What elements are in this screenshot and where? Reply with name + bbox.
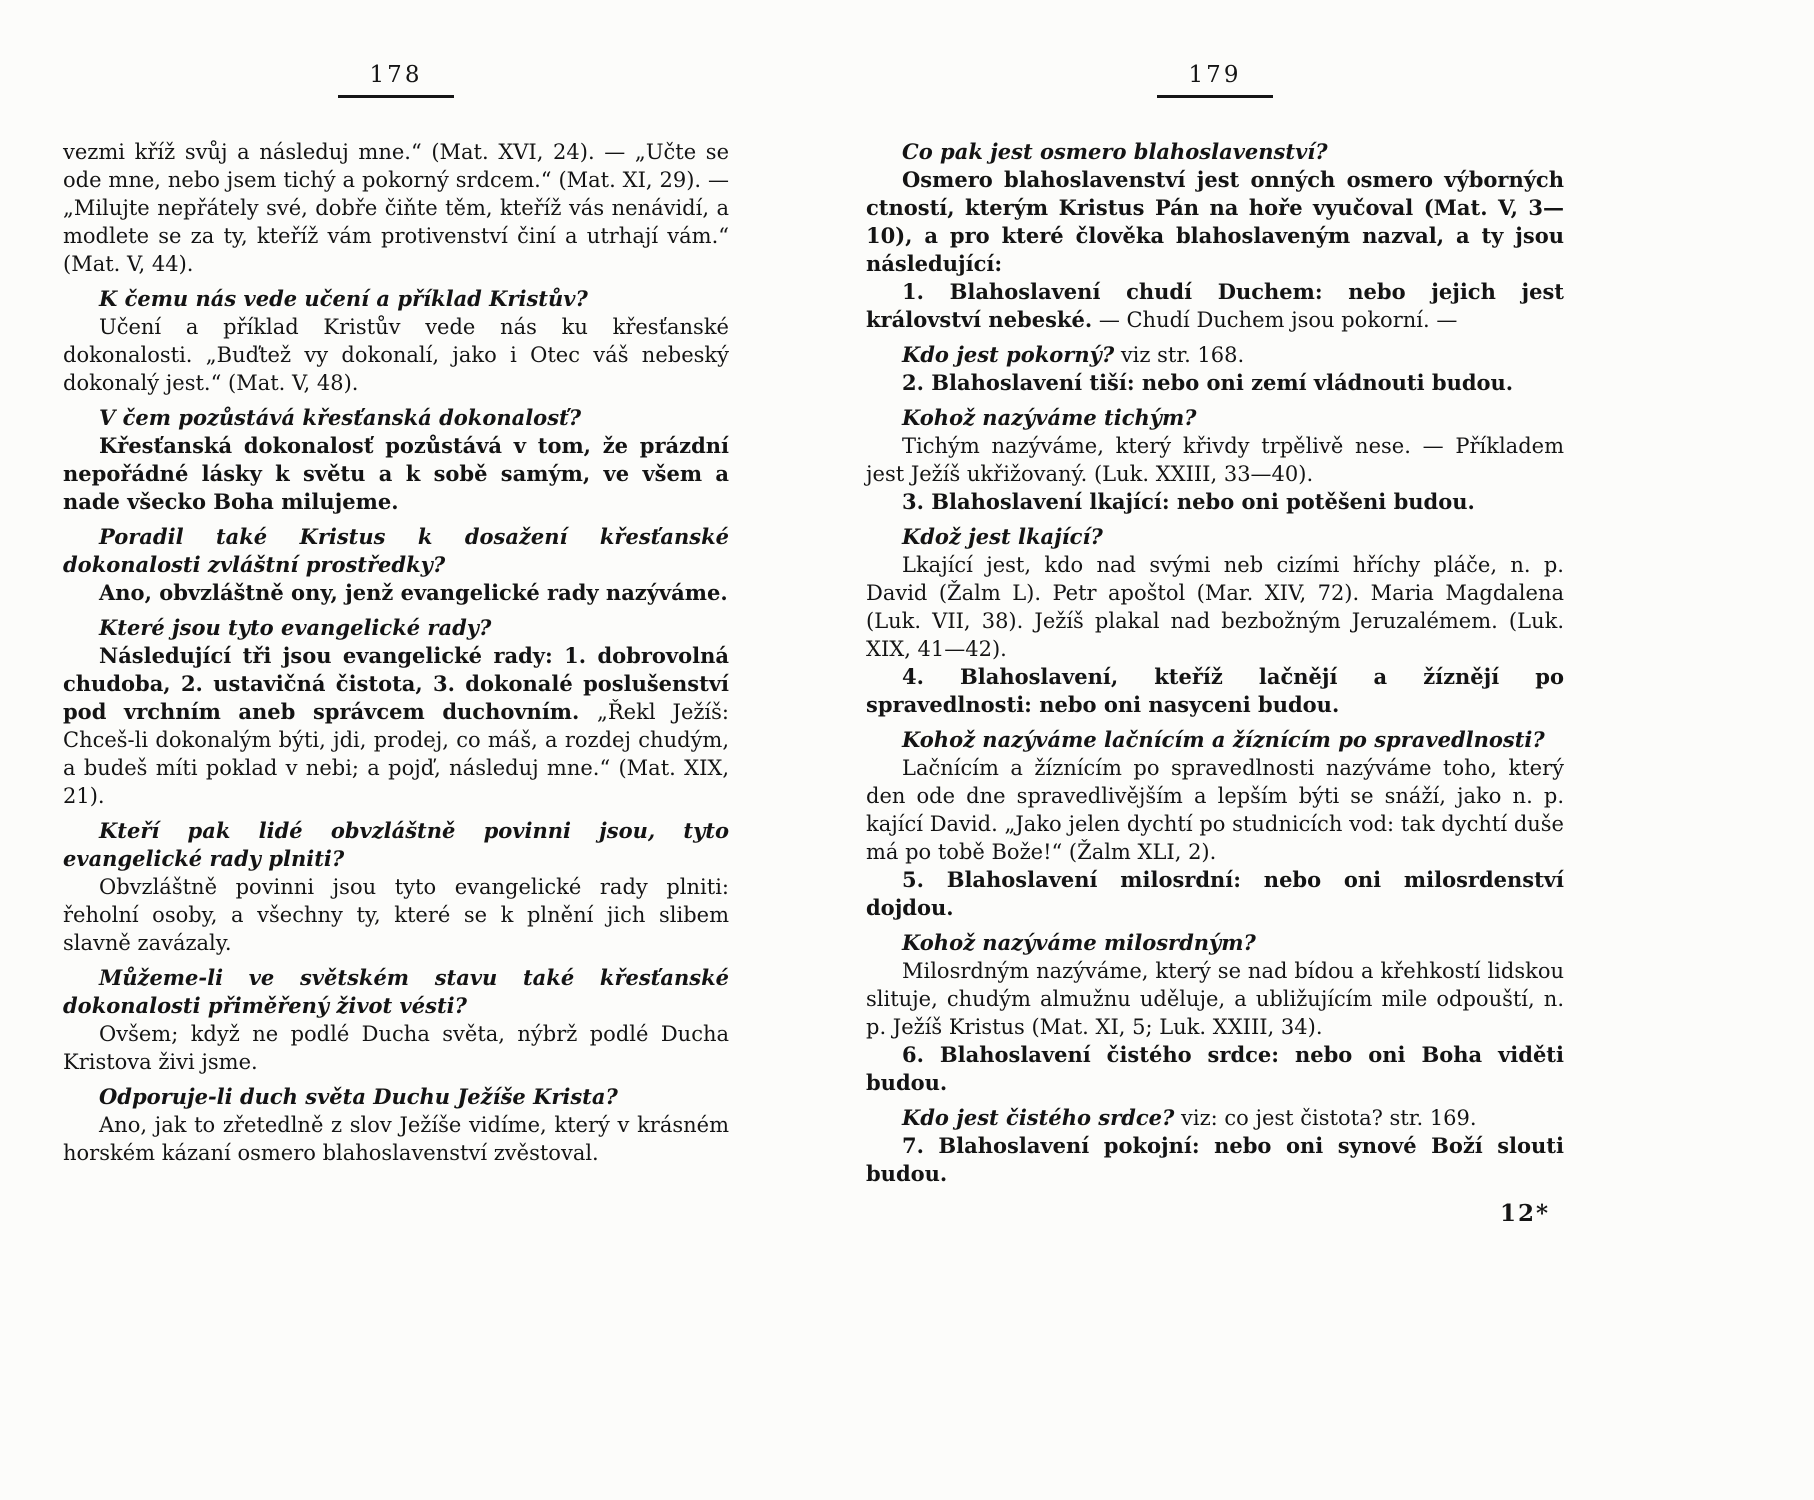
question-text: Můžeme-li ve světském stavu také křesťanské dokonalosti přiměřený život vésti? xyxy=(63,965,729,1018)
signature-mark: 12* xyxy=(1499,1200,1550,1227)
paragraph xyxy=(866,166,1564,278)
question-paragraph xyxy=(866,523,1564,551)
body-text: Ovšem; když ne podlé Ducha světa, nýbrž podlé Ducha Kristova živi jsme. xyxy=(63,1022,729,1074)
body-text: Obvzláštně povinni jsou tyto evangelické rady plniti: řeholní osoby, a všechny ty, které se k plnění jich slibem slavně zavázaly. xyxy=(63,875,729,955)
question-text: Kteří pak lidé obvzláštně povinni jsou, tyto evangelické rady plniti? xyxy=(63,818,729,871)
paragraph xyxy=(866,754,1564,866)
question-paragraph xyxy=(63,523,729,579)
body-text: Učení a příklad Kristův vede nás ku křesťanské dokonalosti. „Buďtež vy dokonalí, jako i Otec váš nebeský dokonalý jest.“ (Mat. V, 48). xyxy=(63,315,729,395)
paragraph xyxy=(866,957,1564,1041)
question-paragraph xyxy=(866,341,1564,369)
question-text: K čemu nás vede učení a příklad Kristův? xyxy=(99,286,588,311)
body-text: Osmero blahoslavenství jest onných osmero výborných ctností, kterým Kristus Pán na hoře vyučoval (Mat. V, 3—10), a pro které člověka blahoslaveným nazval, a ty jsou následující: xyxy=(866,167,1564,276)
body-text: viz: co jest čistota? str. 169. xyxy=(1174,1106,1477,1130)
question-text: Které jsou tyto evangelické rady? xyxy=(99,615,492,640)
question-text: Co pak jest osmero blahoslavenství? xyxy=(902,139,1328,164)
question-paragraph xyxy=(63,817,729,873)
paragraph xyxy=(866,663,1564,719)
question-text: Kdož jest lkající? xyxy=(902,524,1103,549)
body-text: 1. Blahoslavení chudí Duchem: nebo jejich jest království nebeské. xyxy=(866,279,1564,332)
question-text: Kohož nazýváme tichým? xyxy=(902,405,1197,430)
question-paragraph xyxy=(63,285,729,313)
question-paragraph xyxy=(63,1083,729,1111)
body-text: — Chudí Duchem jsou pokorní. — xyxy=(1092,308,1458,332)
paragraph xyxy=(63,1020,729,1076)
page-body-right xyxy=(866,138,1564,1188)
body-text: Milosrdným nazýváme, který se nad bídou a křehkostí lidskou slituje, chudým almužnu uděluje, a ubližujícím mile odpouští, n. p. Ježíš Kristus (Mat. XI, 5; Luk. XXIII, 34). xyxy=(866,959,1564,1039)
paragraph xyxy=(63,313,729,397)
body-text: Tichým nazýváme, který křivdy trpělivě nese. — Příkladem jest Ježíš ukřižovaný. (Luk. XXIII, 33—40). xyxy=(866,434,1564,486)
page-header-right xyxy=(866,62,1564,108)
paragraph xyxy=(63,1111,729,1167)
question-paragraph xyxy=(866,138,1564,166)
paragraph xyxy=(866,278,1564,334)
question-paragraph xyxy=(866,929,1564,957)
paragraph xyxy=(866,1041,1564,1097)
question-text: Kdo jest čistého srdce? xyxy=(902,1105,1175,1130)
page-right xyxy=(866,62,1564,1227)
body-text: vezmi kříž svůj a následuj mne.“ (Mat. XVI, 24). — „Učte se ode mne, nebo jsem tichý a pokorný srdcem.“ (Mat. XI, 29). — „Milujte nepřátely své, dobře čiňte těm, kteříž vás nenávidí, a modlete se za ty, kteříž vám protivenství činí a utrhají vám.“ (Mat. V, 44). xyxy=(63,140,729,276)
page-left xyxy=(63,62,729,1167)
body-text: 4. Blahoslavení, kteříž lačnějí a žíznějí po spravedlnosti: nebo oni nasyceni budou. xyxy=(866,664,1564,717)
body-text: Ano, jak to zřetedlně z slov Ježíše vidíme, který v krásném horském kázaní osmero blahoslavenství zvěstoval. xyxy=(63,1113,729,1165)
body-text: 2. Blahoslavení tiší: nebo oni zemí vládnouti budou. xyxy=(902,370,1514,395)
body-text: 5. Blahoslavení milosrdní: nebo oni milosrdenství dojdou. xyxy=(866,867,1564,920)
question-paragraph xyxy=(866,726,1564,754)
paragraph xyxy=(63,642,729,810)
paragraph xyxy=(866,866,1564,922)
body-text: viz str. 168. xyxy=(1114,343,1245,367)
paragraph xyxy=(866,369,1564,397)
question-text: Kohož nazýváme lačnícím a žíznícím po spravedlnosti? xyxy=(902,727,1545,752)
paragraph xyxy=(866,551,1564,663)
question-text: V čem pozůstává křesťanská dokonalosť? xyxy=(99,405,582,430)
paragraph xyxy=(866,488,1564,516)
question-paragraph xyxy=(866,404,1564,432)
page-header-left xyxy=(63,62,729,108)
body-text: Následující tři jsou evangelické rady: 1. dobrovolná chudoba, 2. ustavičná čistota, 3. dokonalé poslušenství pod vrchním aneb správcem duchovním. xyxy=(63,643,729,724)
question-text: Kdo jest pokorný? xyxy=(902,342,1115,367)
page-number-right: 179 xyxy=(1157,62,1274,98)
paragraph xyxy=(866,432,1564,488)
body-text: 7. Blahoslavení pokojní: nebo oni synové Boží slouti budou. xyxy=(866,1133,1564,1186)
body-text: „Řekl Ježíš: Chceš-li dokonalým býti, jdi, prodej, co máš, a rozdej chudým, a budeš míti poklad v nebi; a pojď, následuj mne.“ (Mat. XIX, 21). xyxy=(63,700,730,808)
page-body-left xyxy=(63,138,729,1167)
body-text: 6. Blahoslavení čistého srdce: nebo oni Boha viděti budou. xyxy=(866,1042,1564,1095)
body-text: Lačnícím a žíznícím po spravedlnosti nazýváme toho, který den ode dne spravedlivějším a lepším býti se snáží, jako n. p. kající David. „Jako jelen dychtí po studnicích vod: tak dychtí duše má po tobě Bože!“ (Žalm XLI, 2). xyxy=(866,756,1564,864)
question-text: Kohož nazýváme milosrdným? xyxy=(902,930,1256,955)
question-paragraph xyxy=(63,614,729,642)
body-text: Křesťanská dokonalosť pozůstává v tom, že prázdní nepořádné lásky k světu a k sobě samým, ve všem a nade všecko Boha milujeme. xyxy=(63,433,729,514)
paragraph xyxy=(866,1132,1564,1188)
paragraph xyxy=(63,432,729,516)
question-paragraph xyxy=(63,964,729,1020)
body-text: Ano, obvzláštně ony, jenž evangelické rady nazýváme. xyxy=(99,580,728,605)
body-text: Lkající jest, kdo nad svými neb cizími hříchy pláče, n. p. David (Žalm L). Petr apoštol (Mar. XIV, 72). Maria Magdalena (Luk. VII, 38). Ježíš plakal nad bezbožným Jeruzalémem. (Luk. XIX, 41—42). xyxy=(866,553,1564,661)
question-paragraph xyxy=(63,404,729,432)
paragraph xyxy=(63,579,729,607)
question-text: Poradil také Kristus k dosažení křesťanské dokonalosti zvláštní prostředky? xyxy=(63,524,729,577)
question-paragraph xyxy=(866,1104,1564,1132)
paragraph xyxy=(63,873,729,957)
body-text: 3. Blahoslavení lkající: nebo oni potěšeni budou. xyxy=(902,489,1475,514)
page-number-left: 178 xyxy=(338,62,455,98)
paragraph xyxy=(63,138,729,278)
question-text: Odporuje-li duch světa Duchu Ježíše Krista? xyxy=(99,1084,618,1109)
